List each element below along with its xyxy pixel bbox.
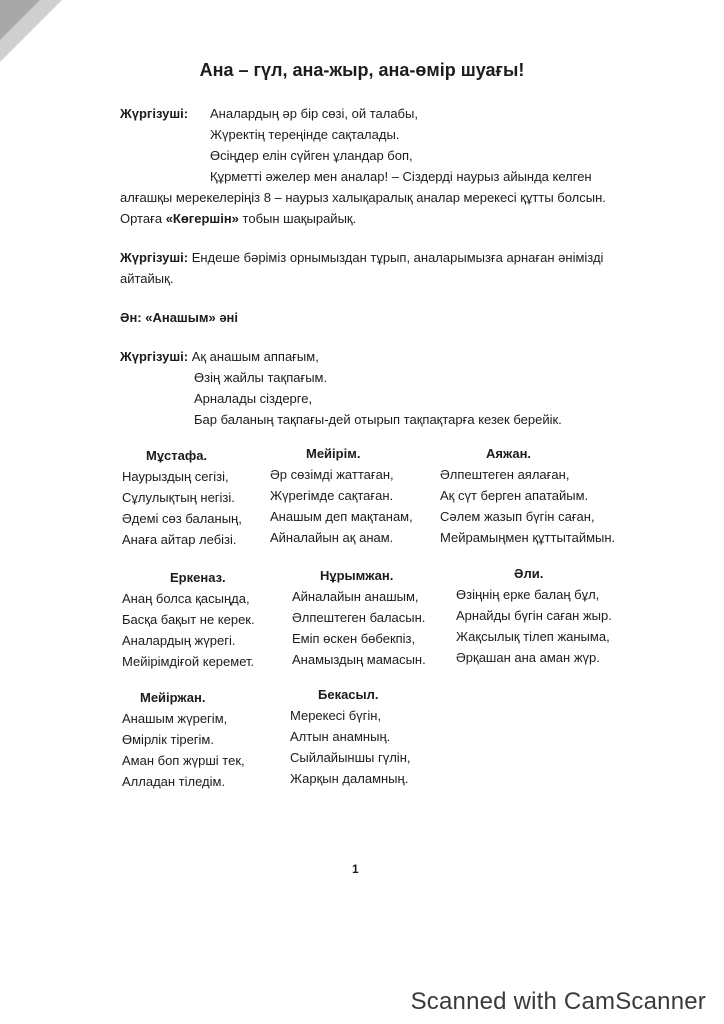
call2-line-1 [120,250,603,265]
intro-verse-1: Аналардың әр бір сөзі, ой талабы, [210,106,418,121]
poem-line: Алтын анамның. [290,729,391,744]
poem-line: Айналайын анашым, [292,589,419,604]
call3-line-4: Бар баланың тақпағы-дей отырып тақпақтарға кезек берейік. [194,412,562,427]
intro-l6-pre: Ортаға [120,211,166,226]
poem-line: Арнайды бүгін саған жыр. [456,608,612,623]
poem-line: Мейірімдіғой керемет. [122,654,255,669]
poem-author-mustafa: Мұстафа. [146,448,208,463]
speaker-label: Жүргізуші: [120,349,189,364]
scanner-watermark: Scanned with CamScanner [410,988,706,1015]
call3-line-2: Өзің жайлы тақпағым. [194,370,328,385]
poem-line: Алладан тіледім. [122,774,226,789]
poem-line: Сыйлайыншы гүлін, [290,750,411,765]
poem-line: Жүрегімде сақтаған. [270,488,394,503]
page-title: Ана – гүл, ана-жыр, ана-өмір шуағы! [199,60,525,80]
page-fold-shadow [0,0,40,40]
poem-line: Басқа бақыт не керек. [122,612,255,627]
group-name: «Көгершін» [165,211,239,226]
poem-author-meyirzhan: Мейіржан. [140,690,206,705]
poem-line: Еміп өскен бөбекпіз, [292,631,416,646]
poem-line: Жақсылық тілеп жаныма, [456,629,610,644]
poem-line: Әрқашан ана аман жүр. [456,650,600,665]
page-number: 1 [352,862,359,876]
intro-line-6 [120,211,356,226]
poem-line: Әлпештеген баласын. [292,610,426,625]
poem-line: Аналардың жүрегі. [122,633,236,648]
poem-line: Сұлулықтың негізі. [122,490,235,505]
poem-line: Мерекесі бүгін, [290,708,382,723]
intro-verse-4: Құрметті әжелер мен аналар! – Сіздерді наурыз айында келген [210,169,592,184]
intro-l6-post: тобын шақырайық. [238,211,357,226]
poem-line: Әдемі сөз баланың, [122,511,242,526]
poem-line: Анамыздың мамасын. [292,652,426,667]
call2-text-1: Ендеше бәріміз орнымыздан тұрып, аналарымызға арнаған әнімізді [188,250,604,265]
call2-line-2: айтайық. [120,271,174,286]
speaker-label: Жүргізуші: [120,106,189,121]
poem-line: Анаға айтар лебізі. [122,532,237,547]
call3-text-1: Ақ анашым аппағым, [188,349,319,364]
poem-line: Наурыздың сегізі, [122,469,229,484]
call3-line-3: Арналады сіздерге, [194,391,313,406]
poem-line: Әр сөзімді жаттаған, [270,467,394,482]
poem-line: Анашым деп мақтанам, [270,509,413,524]
poem-line: Жарқын даламның. [290,771,409,786]
poem-author-bekasyl: Бекасыл. [318,687,379,702]
poem-line: Өмірлік тірегім. [122,732,214,747]
speaker-label: Жүргізуші: [120,250,189,265]
poem-author-meyirim: Мейірім. [306,446,361,461]
poem-author-ayazhan: Аяжан. [486,446,532,461]
intro-verse-2: Жүректің тереңінде сақталады. [210,127,400,142]
intro-line-5: алғашқы мерекелеріңіз 8 – наурыз халықаралық аналар мерекесі құтты болсын. [120,190,606,205]
poem-line: Айналайын ақ анам. [270,530,394,545]
poem-author-ali: Әли. [514,566,544,581]
song-title: Ән: «Анашым» әні [120,310,239,325]
poem-line: Анашым жүрегім, [122,711,228,726]
call3-line-1 [120,349,319,364]
poem-line: Сәлем жазып бүгін саған, [440,509,595,524]
poem-line: Әлпештеген аялаған, [440,467,570,482]
poem-author-nurymzhan: Нұрымжан. [320,568,394,583]
poem-line: Өзіңнің ерке балаң бұл, [456,587,600,602]
poem-line: Мейрамыңмен құттытаймын. [440,530,616,545]
poem-line: Аман боп жүрші тек, [122,753,245,768]
intro-line-1 [120,106,188,121]
poem-line: Анаң болса қасыңда, [122,591,250,606]
poem-author-erkenaz: Еркеназ. [170,570,226,585]
intro-verse-3: Өсіңдер елін сүйген ұландар боп, [210,148,413,163]
poem-line: Ақ сүт берген апатайым. [440,488,589,503]
